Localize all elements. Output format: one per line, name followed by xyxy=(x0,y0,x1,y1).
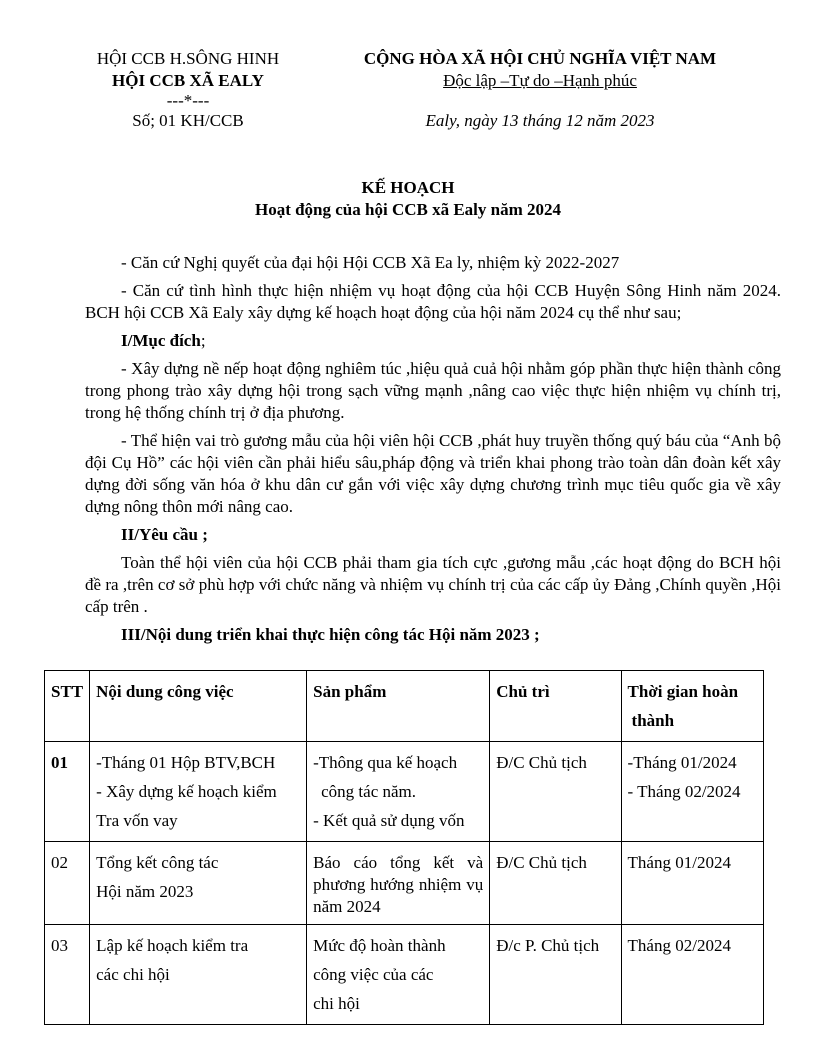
heading-content: III/Nội dung triển khai thực hiện công tác Hội năm 2023 ; xyxy=(121,625,540,644)
nation-name: CỘNG HÒA XÃ HỘI CHỦ NGHĨA VIỆT NAM xyxy=(363,49,717,68)
heading-requirements: II/Yêu cầu ; xyxy=(121,525,208,544)
cell-time xyxy=(621,742,763,842)
doc-number: Số; 01 KH/CCB xyxy=(132,111,244,130)
cell-stt: 01 xyxy=(45,742,90,842)
cell-time xyxy=(621,842,763,925)
cell-line: Lập kế hoạch kiểm tra xyxy=(96,936,249,955)
heading-purpose-suffix: ; xyxy=(200,331,206,350)
cell-product xyxy=(307,742,490,842)
cell-product xyxy=(307,925,490,1025)
cell-stt: 03 xyxy=(45,925,90,1025)
cell-content xyxy=(90,742,307,842)
org-separator: ---*--- xyxy=(166,91,210,110)
cell-time xyxy=(621,925,763,1025)
cell-content xyxy=(90,925,307,1025)
motto-text: Độc lập –Tự do –Hạnh phúc xyxy=(443,71,637,90)
col-header-stt: STT xyxy=(45,671,90,742)
table-row xyxy=(45,842,764,925)
cell-lead: Đ/c P. Chủ tịch xyxy=(490,925,621,1025)
cell-line: chi hội xyxy=(313,994,360,1013)
paragraph-purpose-2: - Thể hiện vai trò gương mẫu của hội viên hội CCB ,phát huy truyền thống quý báu của “Anh bộ đội Cụ Hồ” các hội viên cần phải hiểu sâu,pháp động và triển khai phong trào toàn dân đoàn kết xây dựng đời sống văn hóa ở khu dân cư gắn với việc xây dựng chương trình mục tiêu quốc gia về xây dựng nông thôn mới nâng cao. xyxy=(85,431,781,516)
cell-line: - Xây dựng kế hoạch kiểm xyxy=(96,782,277,801)
cell-line: các chi hội xyxy=(96,965,170,984)
paragraph-basis-2: - Căn cứ tình hình thực hiện nhiệm vụ hoạt động của hội CCB Huyện Sông Hinh năm 2024. BCH hội CCB Xã Ealy xây dựng kế hoạch hoạt động của hội năm 2024 cụ thể như sau; xyxy=(85,281,781,322)
cell-line: -Tháng 01 Hộp BTV,BCH xyxy=(96,753,276,772)
body-section xyxy=(85,252,781,646)
table-header-row xyxy=(45,671,764,742)
table-row xyxy=(45,925,764,1025)
heading-purpose-text: I/Mục đích xyxy=(121,331,201,350)
motto xyxy=(330,70,750,92)
col-header-time xyxy=(621,671,763,742)
cell-line: Tháng 01/2024 xyxy=(627,853,731,872)
cell-line: Tháng 02/2024 xyxy=(627,936,731,955)
cell-line: - Kết quả sử dụng vốn xyxy=(313,811,465,830)
table-row xyxy=(45,742,764,842)
cell-lead: Đ/C Chủ tịch xyxy=(490,842,621,925)
paragraph-requirements: Toàn thể hội viên của hội CCB phải tham gia tích cực ,gương mẫu ,các hoạt động do BCH hội đề ra ,trên cơ sở phù hợp với chức năng và nhiệm vụ chính trị của các cấp ủy Đảng ,Chính quyền ,Hội cấp trên . xyxy=(85,553,781,616)
col-header-product: Sản phẩm xyxy=(307,671,490,742)
cell-line: Mức độ hoàn thành xyxy=(313,936,446,955)
cell-stt: 02 xyxy=(45,842,90,925)
cell-content xyxy=(90,842,307,925)
paragraph-purpose-1: - Xây dựng nề nếp hoạt động nghiêm túc ,hiệu quả cuả hội nhằm góp phần thực hiện thành công trong phong trào xây dựng hội trong sạch vững mạnh ,nâng cao việc thực hiện nhiệm vụ chính trị, trong hệ thống chính trị ở địa phương. xyxy=(85,359,781,422)
col-header-content: Nội dung công việc xyxy=(90,671,307,742)
cell-line: Tổng kết công tác xyxy=(96,853,219,872)
cell-line: -Tháng 01/2024 xyxy=(627,753,737,772)
col-header-lead: Chủ trì xyxy=(490,671,621,742)
header-nation-block xyxy=(330,48,750,132)
cell-line: công tác năm. xyxy=(321,782,417,801)
cell-lead: Đ/C Chủ tịch xyxy=(490,742,621,842)
org-line-2: HỘI CCB XÃ EALY xyxy=(112,71,264,90)
cell-line: Tra vốn vay xyxy=(96,811,178,830)
cell-line: Hội năm 2023 xyxy=(96,882,194,901)
header-org-block xyxy=(70,48,306,132)
col-header-time-line1: Thời gian hoàn xyxy=(627,682,739,701)
doc-title: KẾ HOẠCH xyxy=(361,178,455,197)
cell-product: Báo cáo tổng kết và phương hướng nhiệm vụ năm 2024 xyxy=(307,842,490,925)
cell-line: công việc của các xyxy=(313,965,434,984)
place-date: Ealy, ngày 13 tháng 12 năm 2023 xyxy=(425,111,655,130)
paragraph-basis-1: - Căn cứ Nghị quyết của đại hội Hội CCB Xã Ea ly, nhiệm kỳ 2022-2027 xyxy=(121,253,620,272)
cell-line: - Tháng 02/2024 xyxy=(627,782,741,801)
plan-table xyxy=(44,670,764,1025)
heading-purpose xyxy=(85,330,781,352)
doc-subtitle: Hoạt động của hội CCB xã Ealy năm 2024 xyxy=(254,200,562,219)
cell-line: -Thông qua kế hoạch xyxy=(313,753,458,772)
col-header-time-line2: thành xyxy=(631,711,675,730)
org-line-1: HỘI CCB H.SÔNG HINH xyxy=(96,49,280,68)
